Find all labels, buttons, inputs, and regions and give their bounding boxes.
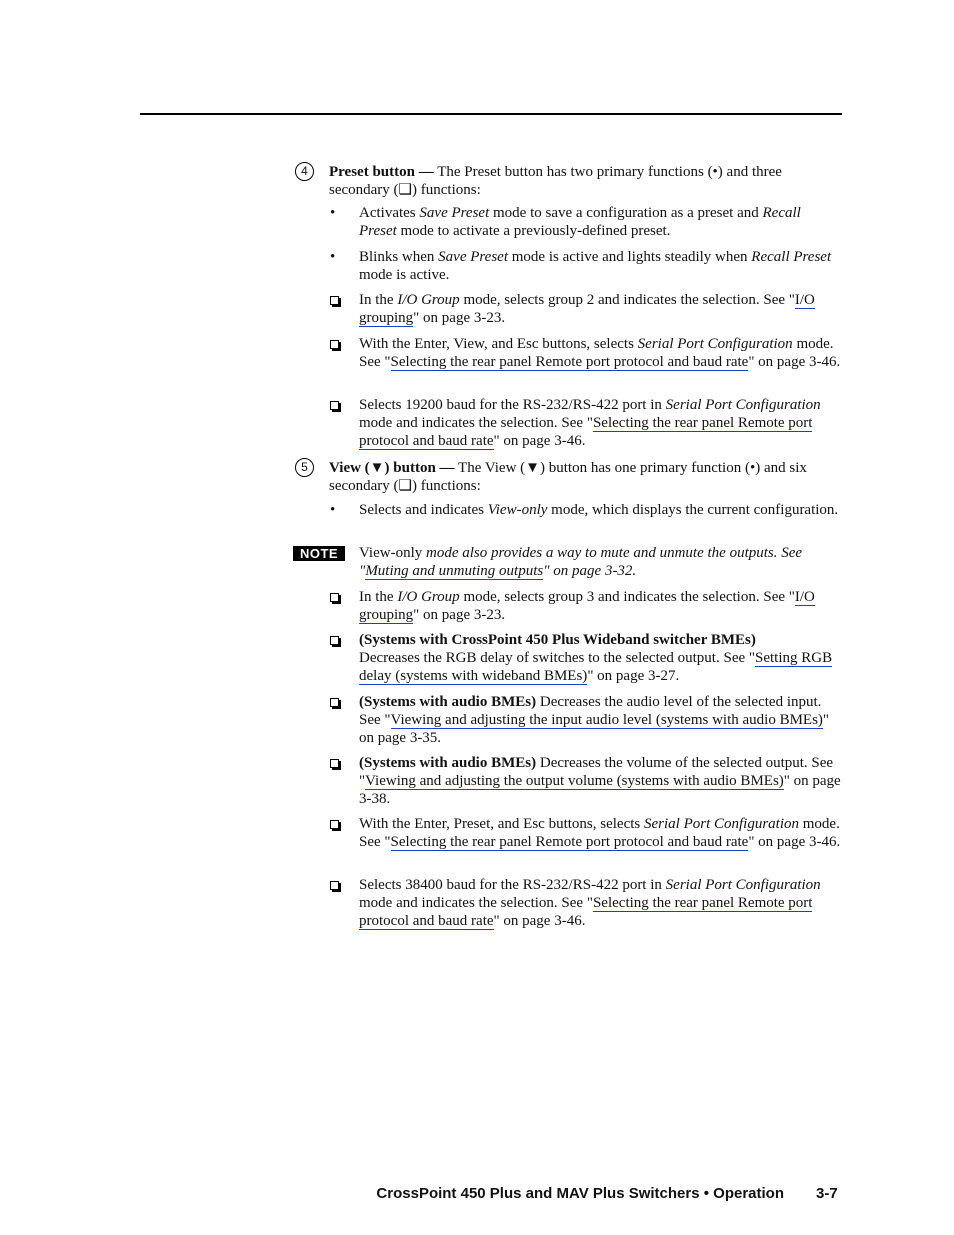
list-item-text	[359, 588, 841, 624]
list-item-text	[359, 204, 841, 240]
italic-term: Recall Preset	[751, 249, 832, 265]
text-run: mode, selects group 2 and indicates the selection. See "	[459, 292, 795, 308]
step-number-4: 4	[295, 162, 314, 181]
bold-label: (Systems with CrossPoint 450 Plus Wideband switcher BMEs)	[359, 632, 756, 648]
text-run: " on page 3-35.	[359, 712, 830, 746]
secondary-function-box-icon	[330, 593, 339, 602]
text-run: " on page 3-46.	[493, 433, 586, 449]
secondary-function-box-icon	[330, 401, 339, 410]
footer-page-number: 3-7	[816, 1185, 838, 1202]
preset-intro-text: The Preset button has two primary functions (•) and three secondary (❑) functions:	[329, 164, 782, 198]
text-run: Selects and indicates	[359, 502, 488, 518]
text-run: Selects 19200 baud for the RS-232/RS-422 port in	[359, 397, 666, 413]
list-item-text	[359, 396, 841, 450]
bold-label: (Systems with audio BMEs)	[359, 694, 537, 710]
text-run: " on page 3-23.	[413, 310, 506, 326]
list-item-text	[359, 754, 841, 808]
text-run: mode. See "	[359, 336, 834, 370]
cross-reference-link[interactable]: Selecting the rear panel Remote port protocol and baud rate	[390, 354, 749, 370]
italic-term: " on page 3-32.	[543, 563, 637, 579]
note-text	[359, 544, 841, 580]
text-run: In the	[359, 292, 398, 308]
secondary-function-box-icon	[330, 296, 339, 305]
italic-term: I/O Group	[397, 589, 460, 605]
list-item-text	[359, 335, 841, 371]
secondary-function-box-icon	[330, 698, 339, 707]
list-item-text	[359, 248, 841, 284]
text-run: Decreases the RGB delay of switches to the selected output. See "	[359, 650, 756, 666]
note-badge: NOTE	[293, 546, 345, 561]
text-run: In the	[359, 589, 398, 605]
cross-reference-link[interactable]: I/O grouping	[359, 589, 815, 623]
step-number-5: 5	[295, 458, 314, 477]
text-run: mode and indicates the selection. See "	[359, 895, 593, 911]
text-run: With the Enter, Preset, and Esc buttons, selects	[359, 816, 644, 832]
view-title: View (▼) button —	[329, 460, 455, 476]
text-run: " on page 3-46.	[493, 913, 586, 929]
italic-term: Serial Port Configuration	[665, 397, 821, 413]
text-run: mode and indicates the selection. See "	[359, 415, 593, 431]
cross-reference-link[interactable]: Selecting the rear panel Remote port protocol and baud rate	[359, 895, 813, 929]
text-run: " on page 3-38.	[359, 773, 841, 807]
secondary-function-box-icon	[330, 820, 339, 829]
primary-function-bullet: •	[330, 249, 336, 265]
italic-term: Serial Port Configuration	[637, 336, 793, 352]
text-run: Decreases the volume of the selected output. See "	[359, 755, 834, 789]
text-run: mode is active and lights steadily when	[508, 249, 752, 265]
preset-intro	[329, 163, 841, 199]
italic-term: Save Preset	[438, 249, 509, 265]
list-item-text	[359, 291, 841, 327]
list-item-text	[359, 693, 841, 747]
text-run: " on page 3-27.	[587, 668, 680, 684]
secondary-function-box-icon	[330, 636, 339, 645]
view-intro	[329, 459, 841, 495]
list-item-text	[359, 876, 841, 930]
preset-title: Preset button —	[329, 164, 434, 180]
cross-reference-link[interactable]: Selecting the rear panel Remote port protocol and baud rate	[390, 834, 749, 850]
text-run: mode, which displays the current configuration.	[547, 502, 839, 518]
text-run: mode is active.	[359, 267, 450, 283]
footer-title: CrossPoint 450 Plus and MAV Plus Switchers • Operation	[376, 1185, 784, 1202]
italic-term: mode also provides a way to mute and unmute the outputs. See "	[359, 545, 803, 579]
italic-term: Serial Port Configuration	[643, 816, 799, 832]
text-run: " on page 3-46.	[748, 834, 841, 850]
secondary-function-box-icon	[330, 759, 339, 768]
text-run: With the Enter, View, and Esc buttons, selects	[359, 336, 638, 352]
text-run: Decreases the audio level of the selected input. See "	[359, 694, 822, 728]
text-run: View-only	[359, 545, 423, 561]
italic-term: Save Preset	[419, 205, 490, 221]
text-run: mode to save a configuration as a preset and	[489, 205, 763, 221]
italic-term: Recall Preset	[359, 205, 801, 239]
italic-term: View-only	[487, 502, 548, 518]
cross-reference-link[interactable]: Setting RGB delay (systems with wideband BMEs)	[359, 650, 833, 684]
primary-function-bullet: •	[330, 205, 336, 221]
primary-function-bullet: •	[330, 502, 336, 518]
secondary-function-box-icon	[330, 881, 339, 890]
text-run: " on page 3-46.	[748, 354, 841, 370]
text-run: Selects 38400 baud for the RS-232/RS-422 port in	[359, 877, 666, 893]
text-run: Blinks when	[359, 249, 439, 265]
list-item-text	[359, 815, 841, 851]
text-run: mode. See "	[359, 816, 840, 850]
list-item-text	[359, 501, 841, 519]
italic-term: I/O Group	[397, 292, 460, 308]
italic-term: Serial Port Configuration	[665, 877, 821, 893]
text-run: " on page 3-23.	[413, 607, 506, 623]
cross-reference-link[interactable]: Viewing and adjusting the input audio level (systems with audio BMEs)	[390, 712, 823, 728]
bold-label: (Systems with audio BMEs)	[359, 755, 537, 771]
view-intro-text: The View (▼) button has one primary function (•) and six secondary (❑) functions:	[329, 460, 807, 494]
text-run: Activates	[359, 205, 420, 221]
list-item-text	[359, 631, 841, 685]
cross-reference-link[interactable]: Viewing and adjusting the output volume (systems with audio BMEs)	[365, 773, 784, 789]
cross-reference-link[interactable]: Selecting the rear panel Remote port protocol and baud rate	[359, 415, 813, 449]
cross-reference-link[interactable]: Muting and unmuting outputs	[365, 563, 544, 579]
text-run: mode to activate a previously-defined preset.	[396, 223, 671, 239]
secondary-function-box-icon	[330, 340, 339, 349]
text-run: mode, selects group 3 and indicates the selection. See "	[459, 589, 795, 605]
cross-reference-link[interactable]: I/O grouping	[359, 292, 815, 326]
